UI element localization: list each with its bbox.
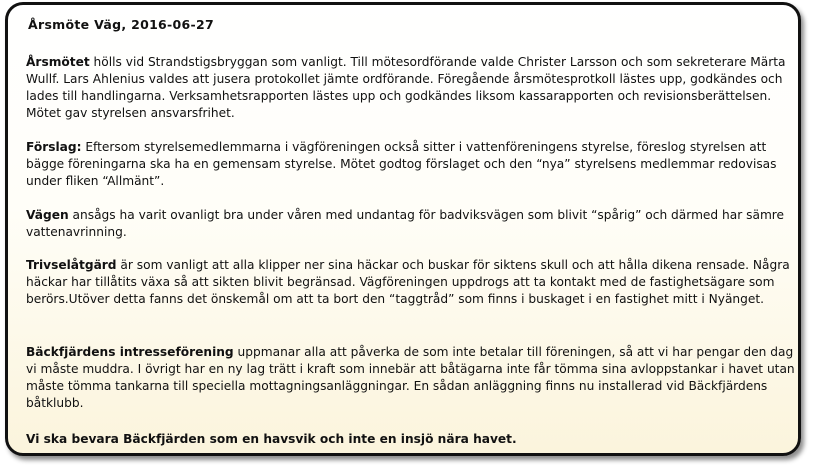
paragraph-body: ansågs ha varit ovanligt bra under våren med undantag för badviksvägen som blivit “spårig” och därmed har sämre vattenavrinning. [26,208,785,239]
paragraph-lead: Trivselåtgärd [26,258,117,272]
paragraph-amenity [26,257,801,308]
paragraph-body: hölls vid Strandstigsbryggan som vanligt. Till mötesordförande valde Christer Larsson och som sekreterare Märta Wullf. Lars Ahlenius valdes att jusera protokollet jämte ordförande. Föregående årsmötesprotkoll lästes upp, godkändes och lades till handlingarna. Verksamhetsrapporten lästes upp och godkändes liksom kassarapporten och revisionsberättelsen. Mötet gav styrelsen ansvarsfrihet. [26,55,786,120]
paragraph-lead: Årsmötet [26,55,90,69]
paragraph-lead: Vägen [26,208,69,222]
document-title: Årsmöte Väg, 2016-06-27 [28,17,215,32]
document-card [5,2,801,456]
paragraph-road [26,207,801,241]
paragraph-body: är som vanligt att alla klipper ner sina häckar och buskar för siktens skull och att hålla dikena rensade. Några häckar har tillåtits växa så att sikten blivit begränsad. Vägföreningen uppdrogs att ta kontakt med de fastighetsägare som berörs.Utöver detta fanns det önskemål om att ta bort den “taggtråd” som finns i buskaget i en fastighet mitt i Nyänget. [26,258,790,306]
paragraph-lead: Förslag: [26,140,82,154]
paragraph-proposal [26,139,801,190]
paragraph-meeting [26,54,801,122]
paragraph-lead: Bäckfjärdens intresseförening [26,345,234,359]
paragraph-association [26,344,801,412]
paragraph-body: Eftersom styrelsemedlemmarna i vägföreningen också sitter i vattenföreningens styrelse, föreslog styrelsen att bägge föreningarna ska ha en gemensam styrelse. Mötet godtog förslaget och den “nya” styrelsens medlemmar redovisas under fliken “Allmänt”. [26,140,777,188]
closing-statement: Vi ska bevara Bäckfjärden som en havsvik och inte en insjö nära havet. [26,432,517,446]
paragraph-body: uppmanar alla att påverka de som inte betalar till föreningen, så att vi har pengar den dag vi måste muddra. I övrigt har en ny lag trätt i kraft som innebär att båtägarna inte får tömma sina avloppstankar i havet utan måste tömma tankarna till speciella mottagningsanläggningar. En sådan anläggning finns nu installerad vid Bäckfjärdens båtklubb. [26,345,795,410]
